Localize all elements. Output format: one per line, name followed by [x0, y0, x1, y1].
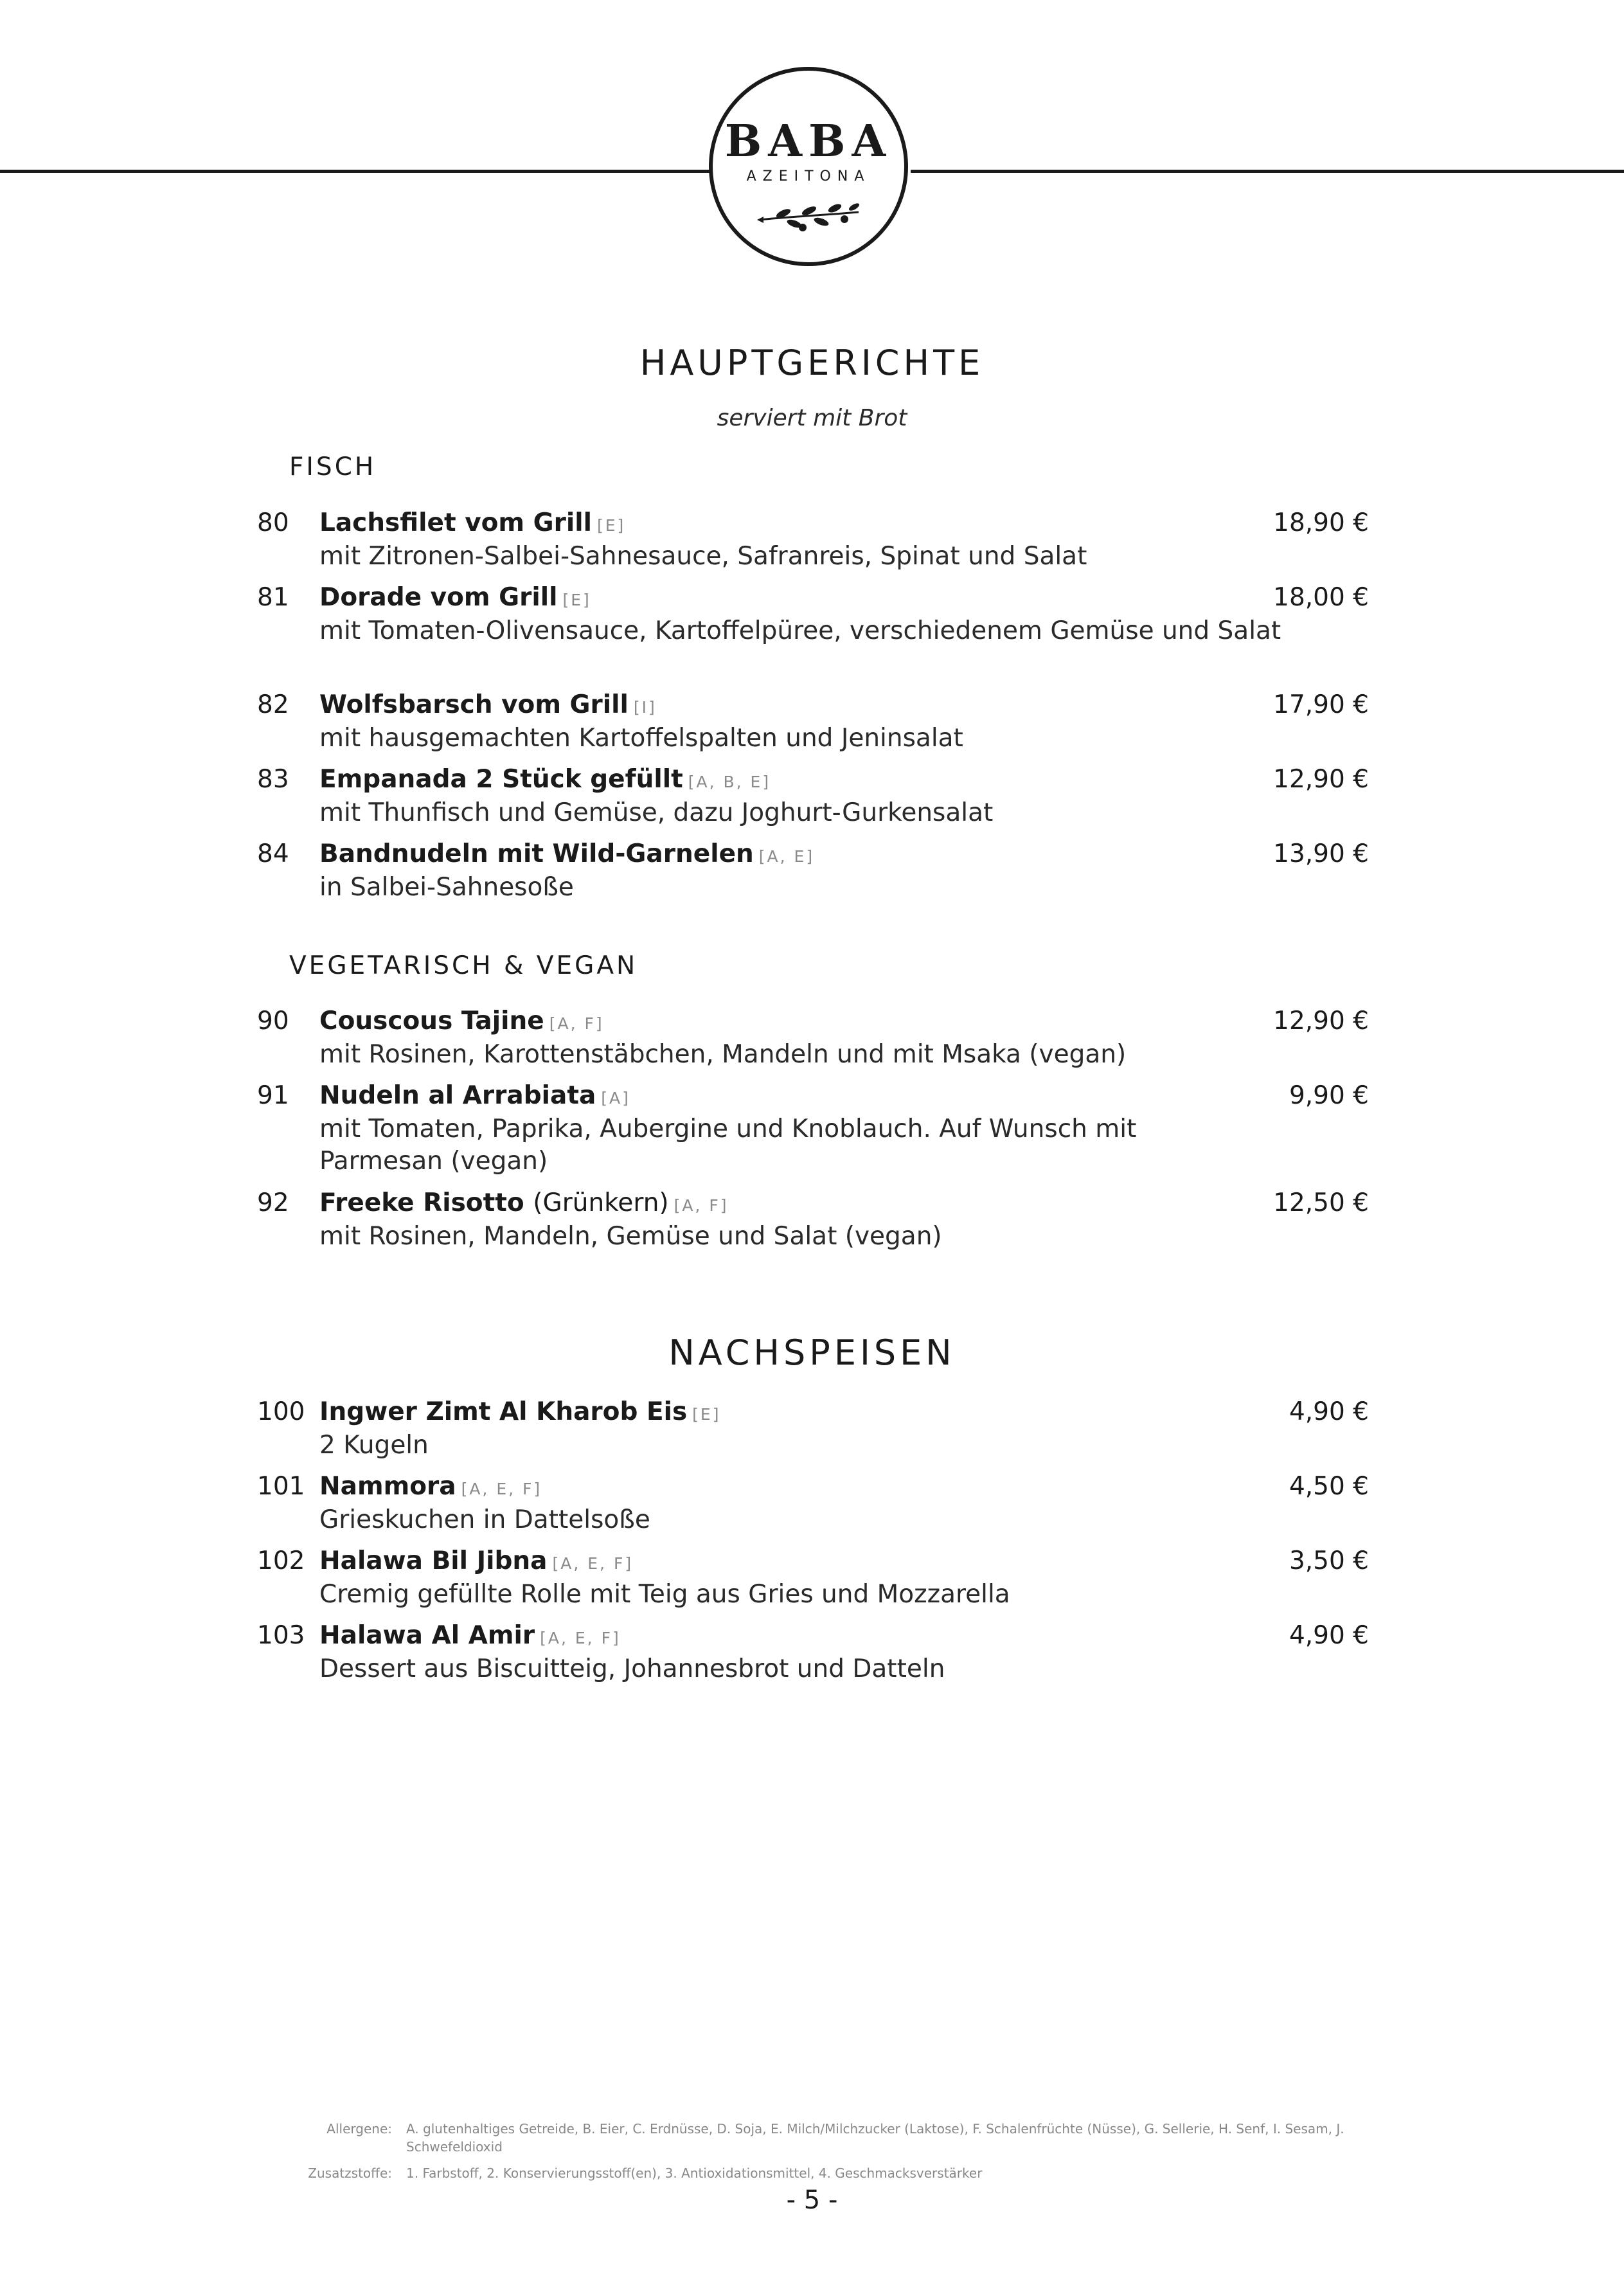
item-number: 92 [257, 1188, 289, 1217]
additives-text: 1. Farbstoff, 2. Konservierungsstoff(en), 3. Antioxidationsmittel, 4. Geschmacksverstärker [406, 2165, 983, 2181]
item-name: Bandnudeln mit Wild-Garnelen [A, E] [319, 839, 815, 868]
allergens-label: Allergene: [326, 2121, 392, 2137]
olive-branch-icon [754, 198, 864, 237]
item-price: 18,00 € [1273, 583, 1369, 612]
item-name: Couscous Tajine [A, F] [319, 1007, 604, 1035]
item-name: Ingwer Zimt Al Kharob Eis [E] [319, 1397, 721, 1426]
category-fish: FISCH [289, 453, 377, 481]
main-courses-title: HAUPTGERICHTE [639, 343, 985, 383]
allergen-codes: [A, E] [758, 847, 815, 866]
item-name: Wolfsbarsch vom Grill [I] [319, 690, 657, 719]
item-price: 3,50 € [1289, 1546, 1369, 1575]
item-description: mit Tomaten-Olivensauce, Kartoffelpüree, verschiedenem Gemüse und Salat [319, 616, 1281, 645]
item-price: 12,90 € [1273, 1007, 1369, 1035]
item-description: mit Rosinen, Karottenstäbchen, Mandeln und mit Msaka (vegan) [319, 1040, 1127, 1069]
item-number: 81 [257, 583, 289, 612]
item-number: 103 [257, 1621, 305, 1650]
item-price: 4,90 € [1289, 1621, 1369, 1650]
item-description: mit Thunfisch und Gemüse, dazu Joghurt-Gurkensalat [319, 798, 994, 827]
item-description: mit Rosinen, Mandeln, Gemüse und Salat (vegan) [319, 1222, 942, 1251]
allergen-codes: [A, B, E] [688, 773, 771, 791]
item-name: Halawa Al Amir [A, E, F] [319, 1621, 621, 1650]
item-description: mit hausgemachten Kartoffelspalten und Jeninsalat [319, 724, 963, 753]
item-price: 4,50 € [1289, 1472, 1369, 1501]
item-name: Freeke Risotto (Grünkern) [A, F] [319, 1188, 729, 1217]
allergen-codes: [E] [692, 1405, 721, 1424]
item-number: 91 [257, 1081, 289, 1110]
item-description: Grieskuchen in Dattelsoße [319, 1505, 650, 1534]
item-price: 17,90 € [1273, 690, 1369, 719]
page-number: - 5 - [786, 2185, 838, 2215]
category-vegetarian-vegan: VEGETARISCH & VEGAN [289, 951, 638, 980]
item-number: 101 [257, 1472, 305, 1501]
additives-label: Zusatzstoffe: [308, 2165, 392, 2181]
item-price: 9,90 € [1289, 1081, 1369, 1110]
item-price: 4,90 € [1289, 1397, 1369, 1426]
allergen-codes: [E] [597, 516, 626, 535]
item-number: 102 [257, 1546, 305, 1575]
allergen-legend [0, 2120, 1624, 2165]
item-price: 18,90 € [1273, 508, 1369, 537]
item-number: 100 [257, 1397, 305, 1426]
additives-legend [0, 2164, 1624, 2183]
brand-logo [709, 67, 908, 266]
allergen-codes: [A, E, F] [540, 1629, 621, 1647]
item-price: 12,50 € [1273, 1188, 1369, 1217]
item-description: mit Tomaten, Paprika, Aubergine und Knoblauch. Auf Wunsch mit Parmesan (vegan) [319, 1115, 1137, 1176]
item-name: Nammora [A, E, F] [319, 1472, 542, 1501]
allergen-codes: [E] [562, 591, 591, 609]
desserts-title: NACHSPEISEN [668, 1332, 956, 1373]
item-description: Dessert aus Biscuitteig, Johannesbrot und Datteln [319, 1654, 945, 1683]
allergens-text: A. glutenhaltiges Getreide, B. Eier, C. Erdnüsse, D. Soja, E. Milch/Milchzucker (Laktose), F. Schalenfrüchte (Nüsse), G. Sellerie, H. Senf, I. Sesam, J. Schwefeldioxid [406, 2121, 1344, 2155]
item-name: Halawa Bil Jibna [A, E, F] [319, 1546, 634, 1575]
item-number: 82 [257, 690, 289, 719]
item-name: Empanada 2 Stück gefüllt [A, B, E] [319, 765, 771, 794]
logo-tagline: AZEITONA [746, 168, 871, 184]
main-courses-subtitle: serviert mit Brot [717, 405, 907, 431]
item-name: Lachsfilet vom Grill [E] [319, 508, 626, 537]
item-number: 90 [257, 1007, 289, 1035]
item-description: 2 Kugeln [319, 1431, 429, 1460]
item-description: Cremig gefüllte Rolle mit Teig aus Gries und Mozzarella [319, 1580, 1010, 1609]
item-description: in Salbei-Sahnesoße [319, 873, 574, 902]
item-number: 80 [257, 508, 289, 537]
allergen-codes: [I] [633, 698, 657, 717]
item-description: mit Zitronen-Salbei-Sahnesauce, Safranreis, Spinat und Salat [319, 542, 1087, 571]
item-name: Nudeln al Arrabiata [A] [319, 1081, 630, 1110]
allergen-codes: [A, F] [549, 1014, 604, 1033]
logo-wordmark: BABA [724, 116, 893, 167]
item-price: 13,90 € [1273, 839, 1369, 868]
item-name-extra: (Grünkern) [533, 1188, 669, 1217]
allergen-codes: [A, E, F] [461, 1480, 542, 1498]
header-rule-right [911, 170, 1624, 173]
allergen-codes: [A, E, F] [552, 1554, 634, 1573]
item-number: 84 [257, 839, 289, 868]
header-rule-left [0, 170, 713, 173]
allergen-codes: [A] [601, 1089, 630, 1107]
item-number: 83 [257, 765, 289, 794]
item-price: 12,90 € [1273, 765, 1369, 794]
allergen-codes: [A, F] [674, 1196, 729, 1215]
item-name: Dorade vom Grill [E] [319, 583, 591, 612]
